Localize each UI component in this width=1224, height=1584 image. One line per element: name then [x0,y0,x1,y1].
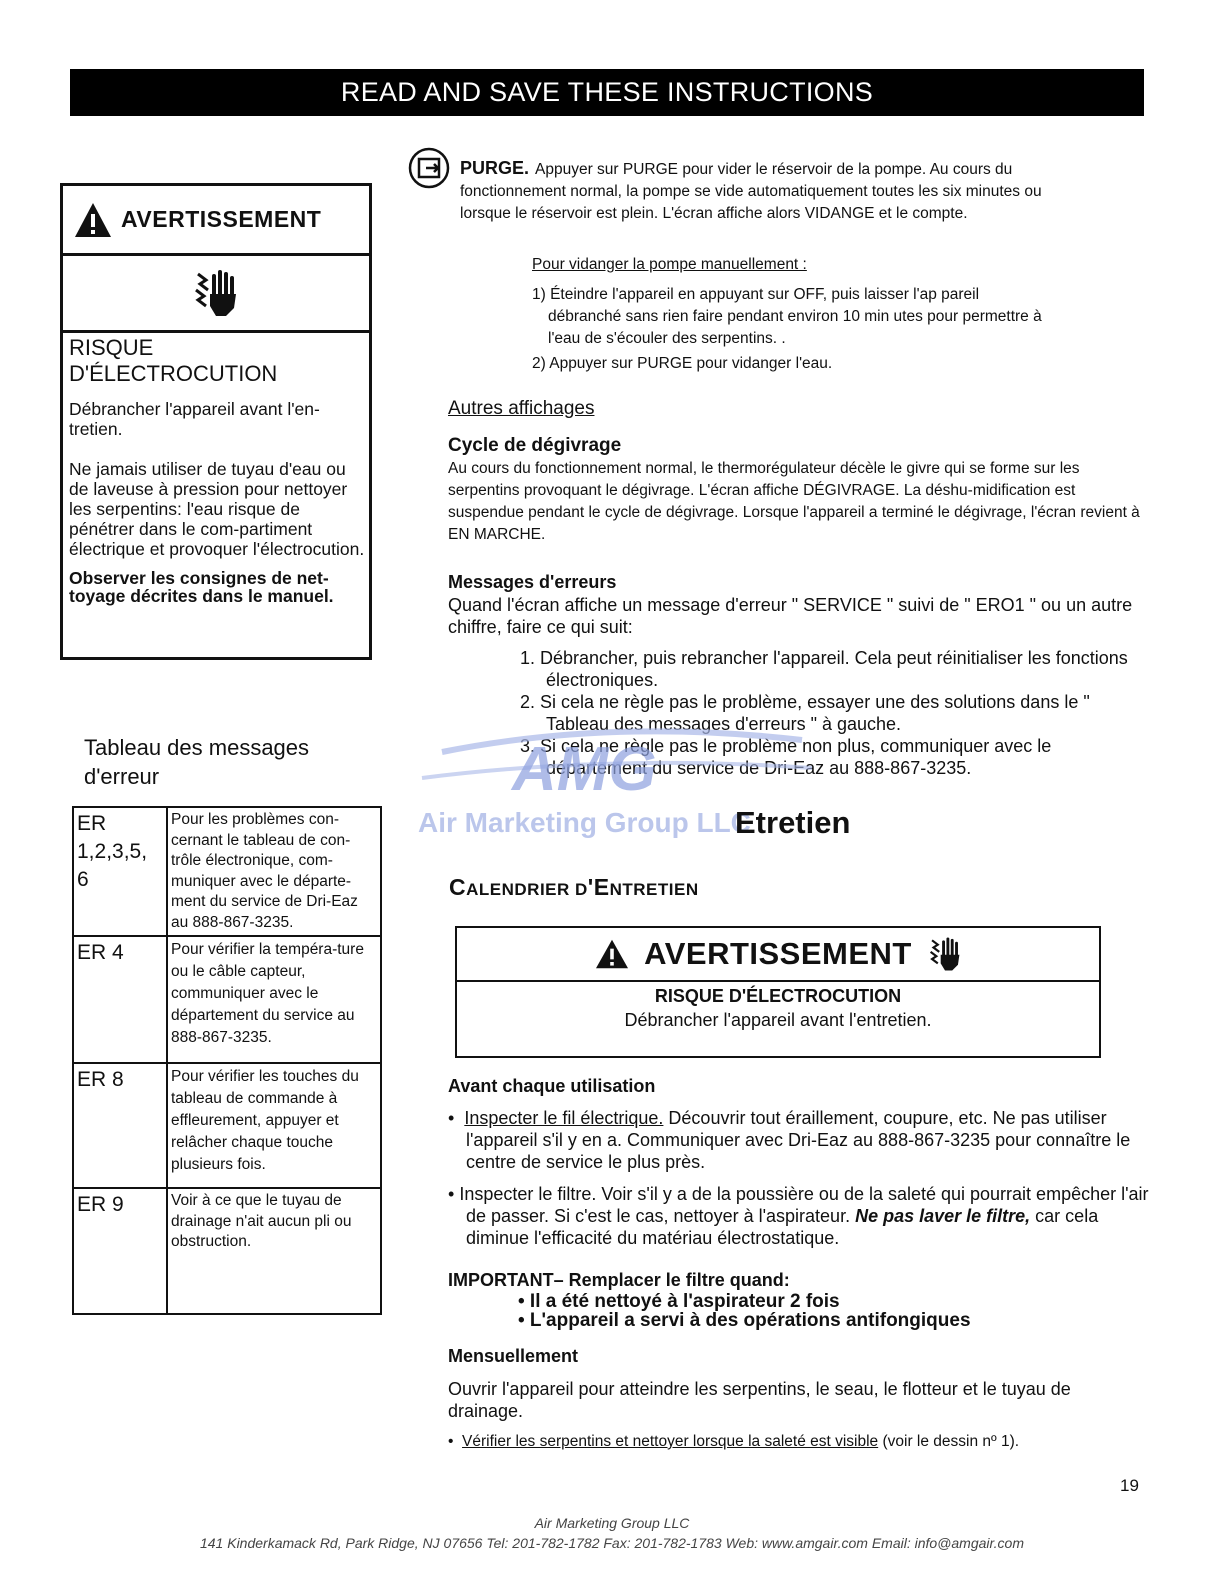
error-description: Voir à ce que le tuyau de drainage n'ait aucun pli ou obstruction. [167,1188,381,1314]
maintenance-warning-header [457,928,1099,982]
manual-step-1: 1) Éteindre l'appareil en appuyant sur OFF, puis laisser l'ap pareil débranché sans rien faire pendant environ 10 min utes pour permettre à l'eau de s'écouler des serpentins. . [532,286,1042,347]
error-description: Pour vérifier les touches du tableau de commande à effleurement, appuyer et relâcher chaque touche plusieurs fois. [167,1063,381,1188]
maintenance-warning-text: Débrancher l'appareil avant l'entretien. [624,1010,932,1030]
monthly-text: Ouvrir l'appareil pour atteindre les serpentins, le seau, le flotteur et le tuyau de drainage. [448,1379,1071,1421]
purge-paragraph [460,157,1080,225]
check-coils-bullet: • Vérifier les serpentins et nettoyer lorsque la saleté est visible (voir le dessin nº 1). [448,1433,1020,1450]
inspect-filter-tail: car cela diminue l'efficacité du matériau électrostatique. [466,1206,1099,1248]
electric-shock-hand-icon [928,936,962,972]
risk-title-line2: D'ÉLECTROCUTION [69,361,278,386]
error-table-title-line2: d'erreur [84,764,160,789]
warning-unplug-text: Débrancher l'appareil avant l'en-tretien. [69,399,320,439]
error-code: ER 8 [73,1063,167,1188]
check-coils-tail: (voir le dessin nº 1). [878,1433,1020,1450]
purge-icon [408,147,450,189]
page-number: 19 [1120,1476,1139,1495]
warning-bold-text: Observer les consignes de net-toyage décrites dans le manuel. [69,568,334,606]
check-coils-link: Vérifier les serpentins et nettoyer lorsque la saleté est visible [462,1433,879,1450]
error-code: ER 9 [73,1188,167,1314]
warning-icon-row [63,256,369,333]
table-row [73,936,381,1063]
important-heading: IMPORTANT– Remplacer le filtre quand: [448,1270,790,1290]
manual-step-2: 2) Appuyer sur PURGE pour vidanger l'eau. [532,355,833,372]
footer-company: Air Marketing Group LLC [534,1515,690,1531]
error-code: ER 4 [73,936,167,1063]
table-row [73,1188,381,1314]
calendar-letter: C [449,874,467,900]
inspect-filter-text: Inspecter le filtre. Voir s'il y a de la poussière ou de la saleté qui pourrait empêcher l'air de passer. Si c'est le cas, nettoyer à l'aspirateur. [459,1184,1149,1226]
inspect-cord-bullet: • Inspecter le fil électrique. Découvrir tout éraillement, coupure, etc. Ne pas utiliser l'appareil s'il y en a. Communiquer avec Dri-Eaz au 888-867-3235 pour connaître le centre de service le plus près. [448,1108,1131,1172]
monthly-heading: Mensuellement [448,1346,579,1366]
purge-text: Appuyer sur PURGE pour vider le réservoir de la pompe. Au cours du fonctionnement normal, la pompe se vide automatiquement toutes les six minutes ou lorsque le réservoir est plein. L'écran affiche alors VIDANGE et le compte. [460,161,1042,222]
error-table-title [84,733,309,791]
electric-shock-hand-icon [194,268,238,318]
defrost-cycle-heading: Cycle de dégivrage [448,435,622,456]
warning-header [63,186,369,256]
warning-triangle-icon [594,938,630,970]
warning-triangle-icon [73,201,113,239]
maintenance-warning-title: AVERTISSEMENT [644,936,912,971]
calendar-word-part: ALENDRIER D [466,880,588,899]
inspect-cord-text: Découvrir tout éraillement, coupure, etc. Ne pas utiliser l'appareil s'il y en a. Communiquer avec Dri-Eaz au 888-867-3235 pour connaître le centre de service le plus près. [466,1108,1131,1172]
error-table-title-line1: Tableau des messages [84,735,310,760]
error-description: Pour vérifier la tempéra-ture ou le câble capteur, communiquer avec le département du service au 888-867-3235. [167,936,381,1063]
list-item: 2. Si cela ne règle pas le problème, essayer une des solutions dans le " Tableau des messages d'erreurs " à gauche. [520,692,1090,734]
maintenance-schedule-heading [449,874,699,901]
inspect-cord-link: Inspecter le fil électrique. [464,1108,664,1128]
list-item: • L'appareil a servi à des opérations antifongiques [518,1310,971,1331]
manual-drain-title: Pour vidanger la pompe manuellement : [532,256,807,273]
important-list [518,1292,971,1330]
maintenance-warning-box [455,926,1101,1058]
instructions-banner: READ AND SAVE THESE INSTRUCTIONS [70,69,1144,116]
defrost-cycle-text: Au cours du fonctionnement normal, le thermorégulateur décèle le givre qui se forme sur les serpentins provoquant le dégivrage. L'écran affiche DÉGIVRAGE. La déshu-midification est suspendue pendant le cycle de dégivrage. Lorsque l'appareil a terminé le dégivrage, l'écran revient à EN MARCHE. [448,460,1140,543]
other-displays-heading: Autres affichages [448,398,595,419]
footer-address: 141 Kinderkamack Rd, Park Ridge, NJ 07656 Tel: 201-782-1782 Fax: 201-782-1783 Web: www.amgair.com Email: info@amgair.com [199,1535,1025,1551]
error-messages-text: Quand l'écran affiche un message d'erreur " SERVICE " suivi de " ERO1 " ou un autre chiffre, faire ce qui suit: [448,595,1133,637]
calendar-word-part: NTRETIEN [609,880,699,899]
warning-title: AVERTISSEMENT [121,206,322,232]
maintenance-risk-title: RISQUE D'ÉLECTROCUTION [654,986,902,1006]
list-item: • Il a été nettoyé à l'aspirateur 2 fois [518,1291,840,1312]
table-row [73,807,381,936]
electrocution-warning-box [60,183,372,660]
maintenance-heading: Etretien [735,805,851,840]
error-table [72,806,382,1315]
error-description: Pour les problèmes con-cernant le tableau de con-trôle électronique, com-muniquer avec le départe-ment du service de Dri-Eaz au 888-867-3235. [167,807,381,936]
error-code: ER 1,2,3,5, 6 [73,807,167,936]
table-row [73,1063,381,1188]
error-steps-list [520,647,1140,779]
watermark-logo-text: AMG [512,735,657,804]
list-item: 3. Si cela ne règle pas le problème non plus, communiquer avec le département du service de Dri-Eaz au 888-867-3235. [520,736,1052,778]
error-messages-heading: Messages d'erreurs [448,572,617,592]
watermark-company-text: Air Marketing Group LLC [418,807,751,838]
risk-title-line1: RISQUE [69,335,154,360]
before-each-use-heading: Avant chaque utilisation [448,1076,656,1096]
do-not-wash-filter: Ne pas laver le filtre, [855,1206,1031,1226]
purge-title: PURGE. [460,158,530,178]
warning-water-text: Ne jamais utiliser de tuyau d'eau ou de laveuse à pression pour nettoyer les serpentins: l'eau risque de pénétrer dans le com-partiment électrique et provoquer l'électrocution. [69,459,365,559]
inspect-filter-bullet: • Inspecter le filtre. Voir s'il y a de la poussière ou de la saleté qui pourrait empêcher l'air de passer. Si c'est le cas, nettoyer à l'aspirateur. Ne pas laver le filtre, car cela diminue l'efficacité du matériau électrostatique. [448,1184,1149,1248]
list-item: 1. Débrancher, puis rebrancher l'appareil. Cela peut réinitialiser les fonctions électroniques. [520,648,1128,690]
calendar-letter: 'E [587,874,610,900]
